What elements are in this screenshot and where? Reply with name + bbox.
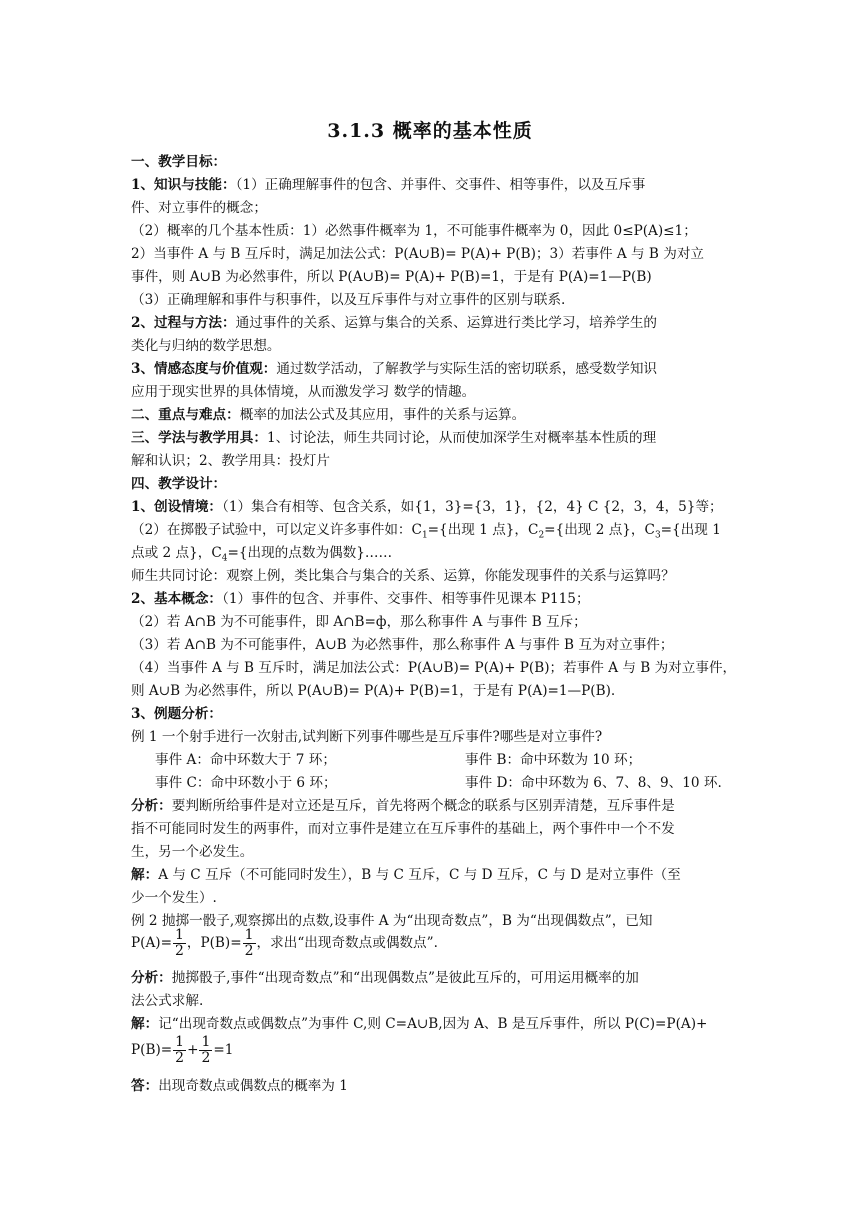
event-row bbox=[155, 772, 765, 795]
text: 通过数学活动，了解教学与实际生活的密切联系，感受数学知识 bbox=[276, 361, 658, 377]
paragraph-line bbox=[131, 404, 741, 427]
fraction bbox=[243, 928, 256, 959]
text: 点或 2 点}，C bbox=[131, 545, 222, 561]
paragraph-line: 应用于现实世界的具体情境，从而激发学习 数学的情趣。 bbox=[131, 384, 476, 400]
event-d: 事件 D：命中环数为 6、7、8、9、10 环. bbox=[465, 775, 722, 791]
text: （1）正确理解事件的包含、并事件、交事件、相等事件，以及互斥事 bbox=[235, 177, 646, 193]
fraction bbox=[199, 1035, 212, 1066]
solution-label: 解： bbox=[131, 1016, 159, 1032]
paragraph-line: 解和认识；2、教学用具：投灯片 bbox=[131, 453, 330, 469]
paragraph-line: 事件，则 A∪B 为必然事件，所以 P(A∪B)= P(A)+ P(B)=1，于是有 P(A)=1—P(B) bbox=[131, 269, 652, 285]
paragraph-line bbox=[131, 967, 741, 990]
text: 记“出现奇数点或偶数点”为事件 C,则 C=A∪B,因为 A、B 是互斥事件，所以 P(C)=P(A)+ bbox=[158, 1016, 708, 1032]
subscript: 1 bbox=[421, 530, 428, 541]
subscript: 2 bbox=[538, 530, 545, 541]
paragraph-line: 法公式求解. bbox=[131, 993, 204, 1009]
subheading: 2、过程与方法： bbox=[131, 315, 236, 331]
text: P(B)= bbox=[131, 1042, 173, 1058]
solution-label: 解： bbox=[131, 867, 159, 883]
paragraph-line: 师生共同讨论：观察上例，类比集合与集合的关系、运算，你能发现事件的关系与运算吗？ bbox=[131, 568, 675, 584]
text: ={出现的点数为偶数}…… bbox=[227, 545, 393, 561]
text: A 与 C 互斥（不可能同时发生），B 与 C 互斥，C 与 D 互斥，C 与 D 是对立事件（至 bbox=[158, 867, 681, 883]
fraction-denominator: 2 bbox=[174, 943, 184, 959]
text: 出现奇数点或偶数点的概率为 1 bbox=[158, 1078, 348, 1094]
paragraph-line: 2）当事件 A 与 B 互斥时，满足加法公式：P(A∪B)= P(A)+ P(B)；3）若事件 A 与 B 为对立 bbox=[131, 246, 705, 262]
fraction bbox=[173, 1035, 186, 1066]
subheading: 3、情感态度与价值观： bbox=[131, 361, 277, 377]
paragraph-line bbox=[131, 864, 741, 887]
paragraph-line bbox=[131, 427, 741, 450]
fraction-numerator: 1 bbox=[174, 927, 184, 943]
page-title: 3.1.3 概率的基本性质 bbox=[327, 120, 533, 142]
analysis-label: 分析： bbox=[131, 970, 172, 986]
fraction-numerator: 1 bbox=[244, 927, 254, 943]
paragraph-line: 例 1 一个射手进行一次射击,试判断下列事件哪些是互斥事件?哪些是对立事件? bbox=[131, 729, 603, 745]
text: （2）在掷骰子试验中，可以定义许多事件如：C bbox=[131, 522, 422, 538]
subscript: 3 bbox=[654, 530, 661, 541]
fraction-numerator: 1 bbox=[201, 1034, 211, 1050]
paragraph-line: （2）概率的几个基本性质：1）必然事件概率为 1，不可能事件概率为 0，因此 0≤P(A)≤1； bbox=[131, 223, 697, 239]
text: P(A)= bbox=[131, 935, 172, 951]
text: ，P(B)= bbox=[186, 935, 242, 951]
subscript: 4 bbox=[221, 553, 228, 564]
fraction-denominator: 2 bbox=[201, 1050, 211, 1066]
fraction-denominator: 2 bbox=[175, 1050, 185, 1066]
fraction-denominator: 2 bbox=[244, 943, 254, 959]
section-heading: 三、学法与教学用具： bbox=[131, 430, 267, 446]
paragraph-line: 件、对立事件的概念； bbox=[131, 200, 267, 216]
section-heading: 一、教学目标： bbox=[131, 154, 227, 170]
paragraph-line: 则 A∪B 为必然事件，所以 P(A∪B)= P(A)+ P(B)=1，于是有 P(A)=1—P(B). bbox=[131, 683, 616, 699]
paragraph-line bbox=[131, 312, 741, 335]
paragraph-line bbox=[131, 1031, 741, 1069]
paragraph-line bbox=[131, 174, 741, 197]
text: 通过事件的关系、运算与集合的关系、运算进行类比学习，培养学生的 bbox=[235, 315, 658, 331]
analysis-label: 分析： bbox=[131, 798, 172, 814]
section-heading: 二、重点与难点： bbox=[131, 407, 240, 423]
event-a: 事件 A：命中环数大于 7 环； bbox=[155, 752, 336, 768]
paragraph-line bbox=[131, 496, 741, 519]
text: ={出现 1 bbox=[660, 522, 721, 538]
paragraph-line: （4）当事件 A 与 B 互斥时，满足加法公式：P(A∪B)= P(A)+ P(B)；若事件 A 与 B 为对立事件， bbox=[131, 660, 737, 676]
text: 抛掷骰子,事件“出现奇数点”和“出现偶数点”是彼此互斥的，可用运用概率的加 bbox=[171, 970, 639, 986]
text: （1）集合有相等、包含关系，如{1，3}={3，1}，{2，4} C {2，3，4，5}等； bbox=[222, 499, 723, 515]
paragraph-line bbox=[131, 588, 741, 611]
paragraph-line: （3）若 A∩B 为不可能事件，A∪B 为必然事件，那么称事件 A 与事件 B 互为对立事件； bbox=[131, 637, 674, 653]
subheading: 1、创设情境： bbox=[131, 499, 223, 515]
subheading: 1、知识与技能： bbox=[131, 177, 236, 193]
paragraph-line bbox=[131, 924, 741, 962]
paragraph-line bbox=[131, 1075, 741, 1098]
text: ={出现 1 点}，C bbox=[427, 522, 539, 538]
paragraph-line: （3）正确理解和事件与积事件，以及互斥事件与对立事件的区别与联系. bbox=[131, 292, 566, 308]
paragraph-line bbox=[131, 795, 741, 818]
paragraph-line: （2）若 A∩B 为不可能事件，即 A∩B=ф，那么称事件 A 与事件 B 互斥； bbox=[131, 614, 587, 630]
text: ，求出“出现奇数点或偶数点”. bbox=[256, 935, 438, 951]
text: 要判断所给事件是对立还是互斥，首先将两个概念的联系与区别弄清楚，互斥事件是 bbox=[171, 798, 675, 814]
section-heading: 四、教学设计： bbox=[131, 476, 227, 492]
event-c: 事件 C：命中环数小于 6 环； bbox=[155, 775, 337, 791]
subheading: 3、例题分析： bbox=[131, 706, 223, 722]
answer-label: 答： bbox=[131, 1078, 159, 1094]
text: 1、讨论法，师生共同讨论，从而使加深学生对概率基本性质的理 bbox=[266, 430, 657, 446]
fraction bbox=[173, 928, 186, 959]
paragraph-line: 指不可能同时发生的两事件，而对立事件是建立在互斥事件的基础上，两个事件中一个不发 bbox=[131, 821, 675, 837]
event-b: 事件 B：命中环数为 10 环； bbox=[465, 752, 642, 768]
text: + bbox=[187, 1042, 199, 1058]
paragraph-line: 少一个发生）. bbox=[131, 890, 217, 906]
paragraph-line: 例 2 抛掷一骰子,观察掷出的点数,设事件 A 为“出现奇数点”，B 为“出现偶数点”，已知 bbox=[131, 913, 653, 929]
paragraph-line: 类化与归纳的数学思想。 bbox=[131, 338, 281, 354]
text: （1）事件的包含、并事件、交事件、相等事件见课本 P115； bbox=[222, 591, 590, 607]
fraction-numerator: 1 bbox=[175, 1034, 185, 1050]
subheading: 2、基本概念： bbox=[131, 591, 223, 607]
text: ={出现 2 点}，C bbox=[544, 522, 655, 538]
event-row bbox=[155, 749, 765, 772]
paragraph-line bbox=[131, 358, 741, 381]
paragraph-line: 生，另一个必发生。 bbox=[131, 844, 254, 860]
text: 概率的加法公式及其应用，事件的关系与运算。 bbox=[239, 407, 526, 423]
text: =1 bbox=[213, 1042, 234, 1058]
